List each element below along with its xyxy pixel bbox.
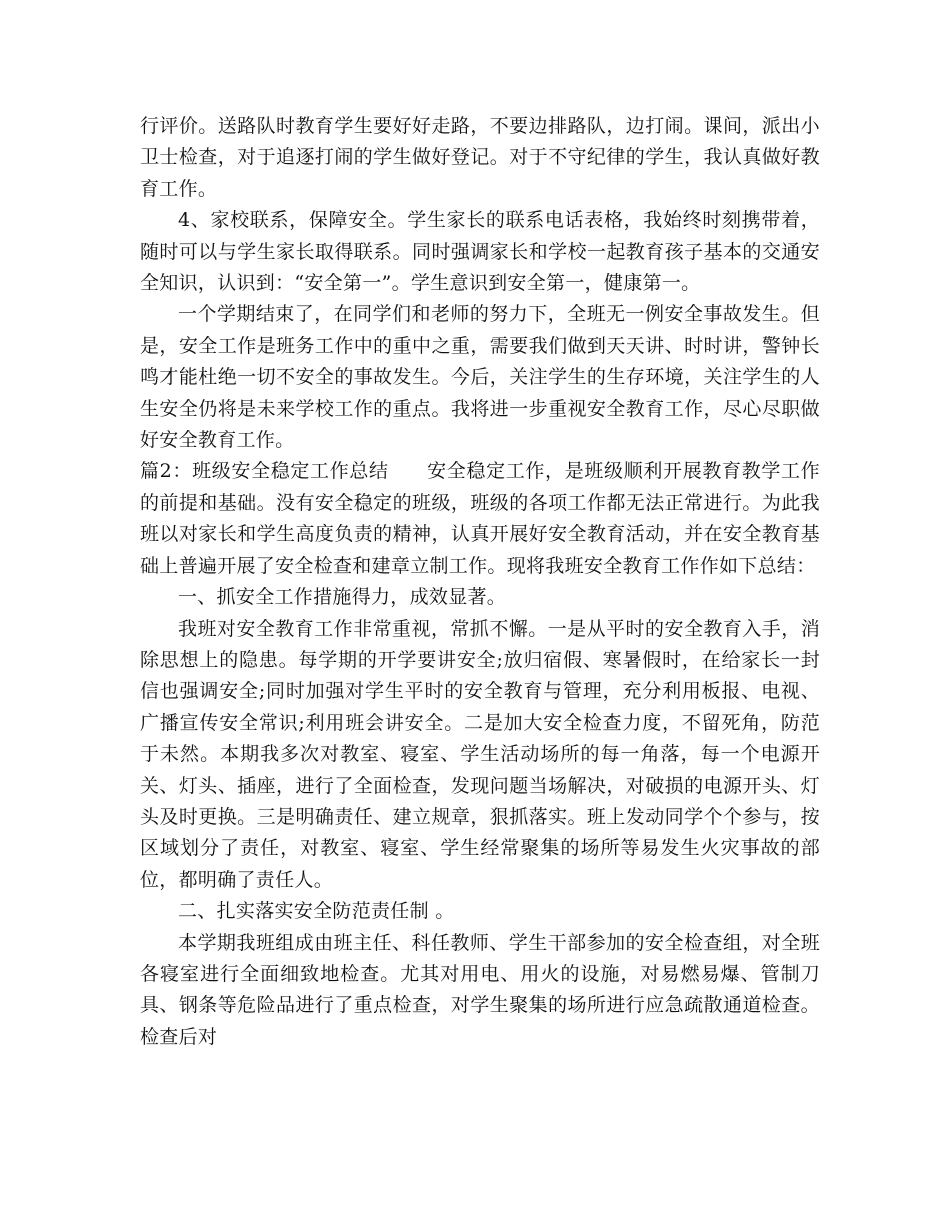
section-heading-1: 一、抓安全工作措施得力，成效显著。	[178, 586, 507, 609]
document-body	[140, 111, 820, 1053]
paragraph-home-school-contact: 4、家校联系，保障安全。学生家长的联系电话表格，我始终时刻携带着，随时可以与学生家长取得联系。同时强调家长和学校一起教育孩子基本的交通安全知识，认识到：“安全第一”。学生意识到安全第一，健康第一。	[140, 209, 820, 295]
section-heading-2: 二、扎实落实安全防范责任制 。	[178, 900, 455, 923]
paragraph-safety-measures: 我班对安全教育工作非常重视，常抓不懈。一是从平时的安全教育入手，消除思想上的隐患。每学期的开学要讲安全;放归宿假、寒暑假时，在给家长一封信也强调安全;同时加强对学生平时的安全教育与管理，充分利用板报、电视、广播宣传安全常识;利用班会讲安全。二是加大安全检查力度，不留死角，防范于未然。本期我多次对教室、寝室、学生活动场所的每一角落，每一个电源开关、灯头、插座，进行了全面检查，发现问题当场解决，对破损的电源开头、灯头及时更换。三是明确责任、建立规章，狠抓落实。班上发动同学个个参与，按区域划分了责任，对教室、寝室、学生经常聚集的场所等易发生火灾事故的部位，都明确了责任人。	[140, 617, 820, 891]
paragraph-semester-summary: 一个学期结束了，在同学们和老师的努力下，全班无一例安全事故发生。但是，安全工作是班务工作中的重中之重，需要我们做到天天讲、时时讲，警钟长鸣才能杜绝一切不安全的事故发生。今后，关注学生的生存环境，关注学生的人生安全仍将是未来学校工作的重点。我将进一步重视安全教育工作，尽心尽职做好安全教育工作。	[140, 303, 820, 452]
paragraph-continuation: 行评价。送路队时教育学生要好好走路，不要边排路队，边打闹。课间，派出小卫士检查，对于追逐打闹的学生做好登记。对于不守纪律的学生，我认真做好教育工作。	[140, 115, 820, 200]
paragraph-article-2	[140, 456, 820, 582]
article-2-intro: 安全稳定工作，是班级顺利开展教育教学工作的前提和基础。没有安全稳定的班级，班级的各项工作都无法正常进行。为此我班以对家长和学生高度负责的精神，认真开展好安全教育活动，并在安全教育基础上普遍开展了安全检查和建章立制工作。现将我班安全教育工作作如下总结：	[140, 460, 820, 577]
article-2-heading: 篇2：班级安全稳定工作总结	[140, 460, 389, 483]
paragraph-inspection-team: 本学期我班组成由班主任、科任教师、学生干部参加的安全检查组，对全班各寝室进行全面细致地检查。尤其对用电、用火的设施，对易燃易爆、管制刀具、钢条等危险品进行了重点检查，对学生聚集的场所进行应急疏散通道检查。检查后对	[140, 931, 820, 1048]
